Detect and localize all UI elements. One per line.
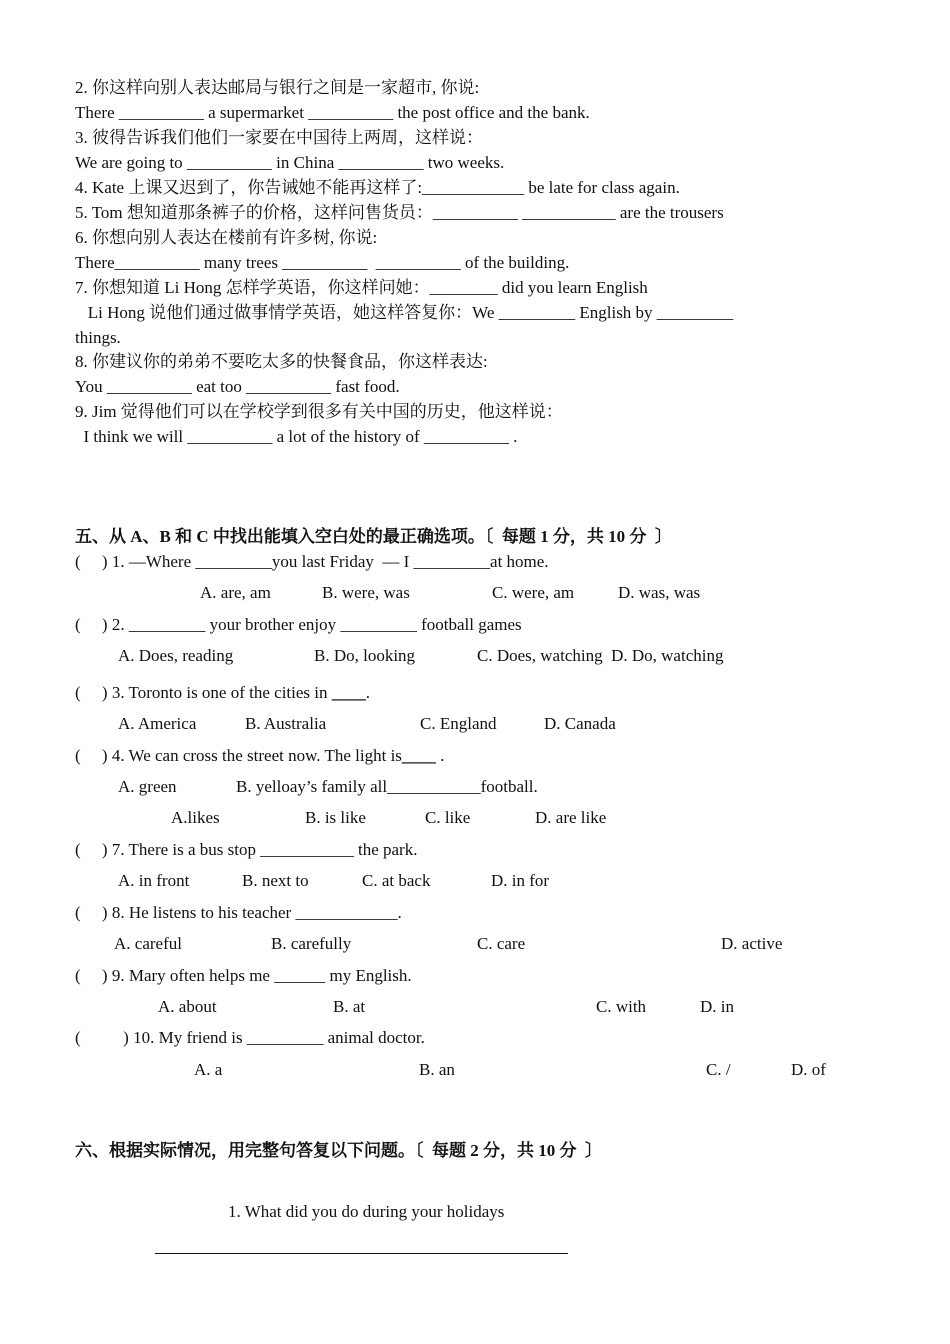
s5-q4-option-a: A. green [118, 777, 177, 796]
s5-q10-stem: ( ) 10. My friend is _________ animal doctor. [75, 1028, 425, 1047]
q3-answer-line: We are going to __________ in China __________ two weeks. [75, 153, 505, 172]
s5-q2-option-b: B. Do, looking [314, 646, 416, 665]
s5-q3-stem-text: ( ) 3. Toronto is one of the cities in [75, 683, 332, 702]
s5-q7-option-d: D. in for [491, 871, 550, 890]
s5-q7-option-a: A. in front [118, 871, 190, 890]
q9-answer-line: I think we will __________ a lot of the history of __________ . [75, 427, 518, 446]
s5-q3-option-d: D. Canada [544, 714, 616, 733]
s6-q1-question: 1. What did you do during your holidays [228, 1202, 505, 1221]
s5-q10-option-d: D. of [791, 1060, 826, 1079]
s5-q3-stem [75, 682, 370, 704]
s5-q4-stem-end: . [435, 746, 445, 765]
s5-q3-option-b: B. Australia [245, 714, 327, 733]
s5-q8-option-a: A. careful [114, 934, 182, 953]
s5-q3-option-c: C. England [420, 714, 497, 733]
s5-q6-option-b: B. is like [305, 808, 366, 827]
s5-q9-option-b: B. at [333, 997, 366, 1016]
s5-q9-option-d: D. in [700, 997, 734, 1016]
q7-line1: 7. 你想知道 Li Hong 怎样学英语，你这样问她：________ did you learn English [75, 278, 648, 297]
s5-q4-stem-text: ( ) 4. We can cross the street now. The light is [75, 746, 402, 765]
s5-q8-option-d: D. active [721, 934, 783, 953]
q8-answer-line: You __________ eat too __________ fast food. [75, 377, 400, 396]
s5-q6-option-a: A.likes [171, 808, 220, 827]
s5-q9-option-a: A. about [158, 997, 217, 1016]
section5-heading: 五、从 A、B 和 C 中找出能填入空白处的最正确选项。〔 每题 1 分，共 10 分 〕 [75, 527, 672, 546]
s5-q7-option-c: C. at back [362, 871, 431, 890]
q8-prompt: 8. 你建议你的弟弟不要吃太多的快餐食品，你这样表达: [75, 352, 488, 371]
s5-q1-option-d: D. was, was [618, 583, 701, 602]
s5-q7-option-b: B. next to [242, 871, 309, 890]
s5-q9-option-c: C. with [596, 997, 647, 1016]
s5-q8-stem: ( ) 8. He listens to his teacher ____________. [75, 903, 402, 922]
q9-prompt: 9. Jim 觉得他们可以在学校学到很多有关中国的历史，他这样说： [75, 402, 563, 421]
q4-line: 4. Kate 上课又迟到了，你告诫她不能再这样了:____________ be late for class again. [75, 178, 680, 197]
q6-prompt: 6. 你想向别人表达在楼前有许多树, 你说: [75, 228, 378, 247]
s5-q3-blank: ____ [331, 683, 366, 702]
q3-prompt: 3. 彼得告诉我们他们一家要在中国待上两周，这样说： [75, 128, 483, 147]
s5-q3-option-a: A. America [118, 714, 197, 733]
s6-q1-answer-line[interactable] [155, 1253, 568, 1254]
s5-q7-stem: ( ) 7. There is a bus stop ___________ the park. [75, 840, 418, 859]
s5-q1-option-b: B. were, was [322, 583, 410, 602]
q2-answer-line: There __________ a supermarket __________ the post office and the bank. [75, 103, 590, 122]
s5-q2-option-a: A. Does, reading [118, 646, 234, 665]
section6-heading: 六、根据实际情况，用完整句答复以下问题。〔 每题 2 分，共 10 分 〕 [75, 1141, 602, 1160]
s5-q1-option-a: A. are, am [200, 583, 271, 602]
s5-q2-options-cd: C. Does, watching D. Do, watching [477, 646, 724, 665]
s5-q3-stem-end: . [365, 683, 371, 702]
s5-q1-option-c: C. were, am [492, 583, 575, 602]
s5-q6-option-d: D. are like [535, 808, 607, 827]
q6-answer-line: There__________ many trees __________ __________ of the building. [75, 253, 570, 272]
s5-q4-option-b-merged: B. yelloay’s family all___________football. [236, 777, 538, 796]
s5-q10-option-c: C. / [706, 1060, 731, 1079]
s5-q6-option-c: C. like [425, 808, 471, 827]
s5-q8-option-b: B. carefully [271, 934, 352, 953]
q7-line2: Li Hong 说他们通过做事情学英语，她这样答复你：We _________ English by _________ [75, 303, 734, 322]
s5-q4-stem [75, 745, 444, 767]
q5-line: 5. Tom 想知道那条裤子的价格，这样问售货员：__________ ___________ are the trousers [75, 203, 724, 222]
q2-prompt: 2. 你这样向别人表达邮局与银行之间是一家超市, 你说: [75, 78, 480, 97]
s5-q10-option-b: B. an [419, 1060, 455, 1079]
s5-q9-stem: ( ) 9. Mary often helps me ______ my English. [75, 966, 412, 985]
s5-q10-option-a: A. a [194, 1060, 223, 1079]
s5-q4-blank: ____ [401, 746, 436, 765]
s5-q1-stem: ( ) 1. —Where _________you last Friday — I _________at home. [75, 552, 549, 571]
q7-line3: things. [75, 328, 121, 347]
s5-q2-stem: ( ) 2. _________ your brother enjoy _________ football games [75, 615, 522, 634]
s5-q8-option-c: C. care [477, 934, 526, 953]
